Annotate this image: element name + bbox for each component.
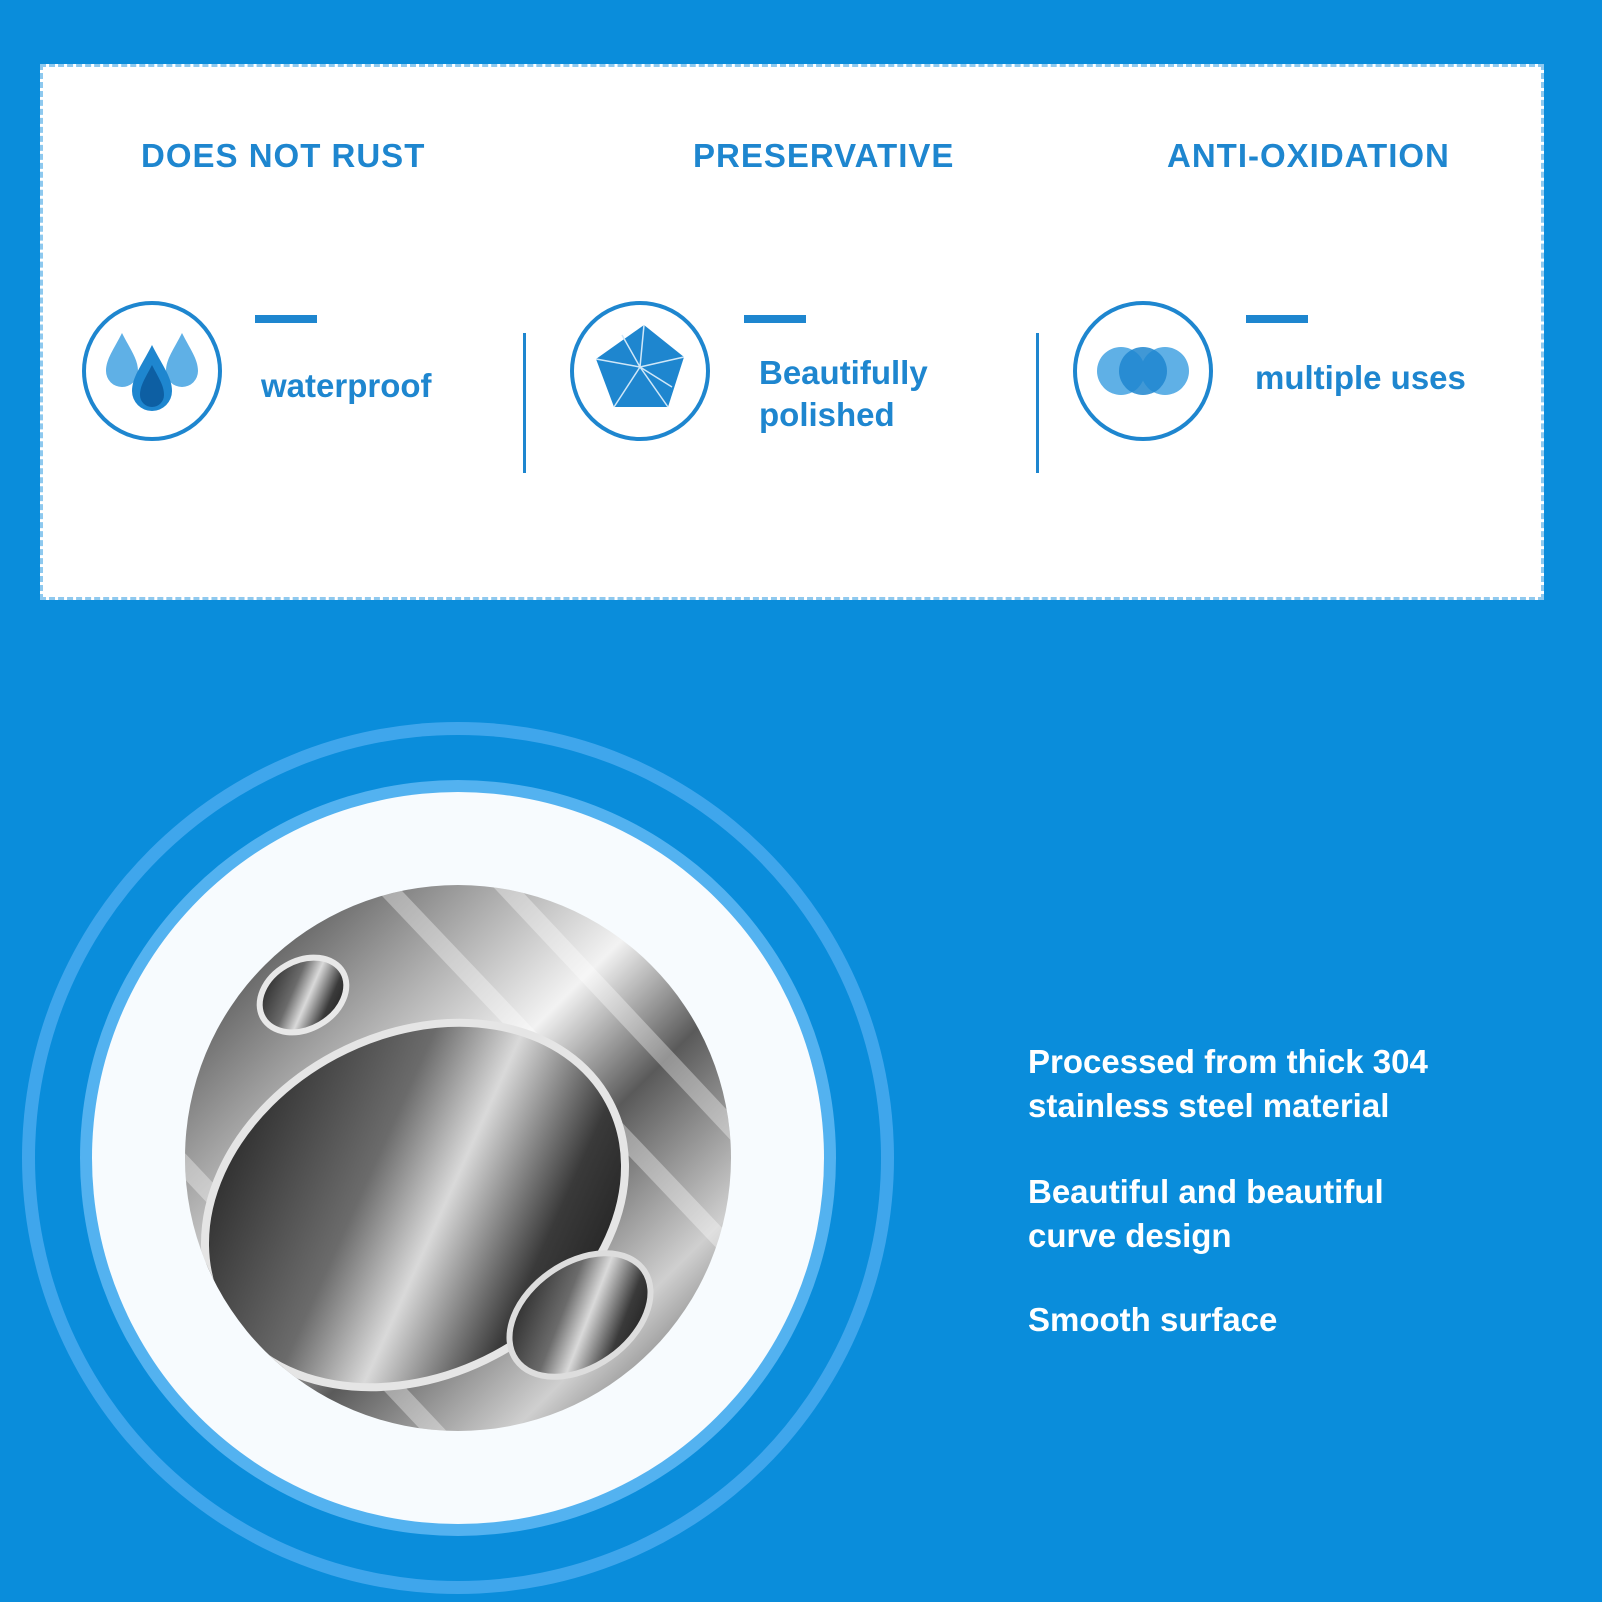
water-drops-icon xyxy=(82,301,222,441)
description-line: Smooth surface xyxy=(1028,1301,1278,1338)
feature-label-multiple-uses: multiple uses xyxy=(1255,359,1466,396)
description-line: Beautiful and beautiful xyxy=(1028,1173,1384,1210)
feature-dash xyxy=(744,315,806,323)
heading-does-not-rust: DOES NOT RUST xyxy=(141,137,426,174)
description-material xyxy=(1028,1040,1508,1128)
description-surface xyxy=(1028,1298,1508,1342)
description-line: Processed from thick 304 xyxy=(1028,1043,1428,1080)
description-line: curve design xyxy=(1028,1217,1232,1254)
heading-preservative: PRESERVATIVE xyxy=(693,137,955,174)
feature-dash xyxy=(1246,315,1308,323)
divider xyxy=(523,333,526,473)
polished-gem-icon xyxy=(570,301,710,441)
overlapping-circles-icon xyxy=(1073,301,1213,441)
feature-label-beautifully-polished xyxy=(759,352,928,436)
heading-anti-oxidation: ANTI-OXIDATION xyxy=(1167,137,1450,174)
feature-label-line: Beautifully xyxy=(759,354,928,391)
description-design xyxy=(1028,1170,1508,1258)
feature-dash xyxy=(255,315,317,323)
divider xyxy=(1036,333,1039,473)
description-line: stainless steel material xyxy=(1028,1087,1390,1124)
feature-label-waterproof: waterproof xyxy=(261,367,432,404)
feature-label-line: polished xyxy=(759,396,895,433)
features-card xyxy=(40,64,1544,600)
steel-pipes-image xyxy=(185,885,731,1431)
